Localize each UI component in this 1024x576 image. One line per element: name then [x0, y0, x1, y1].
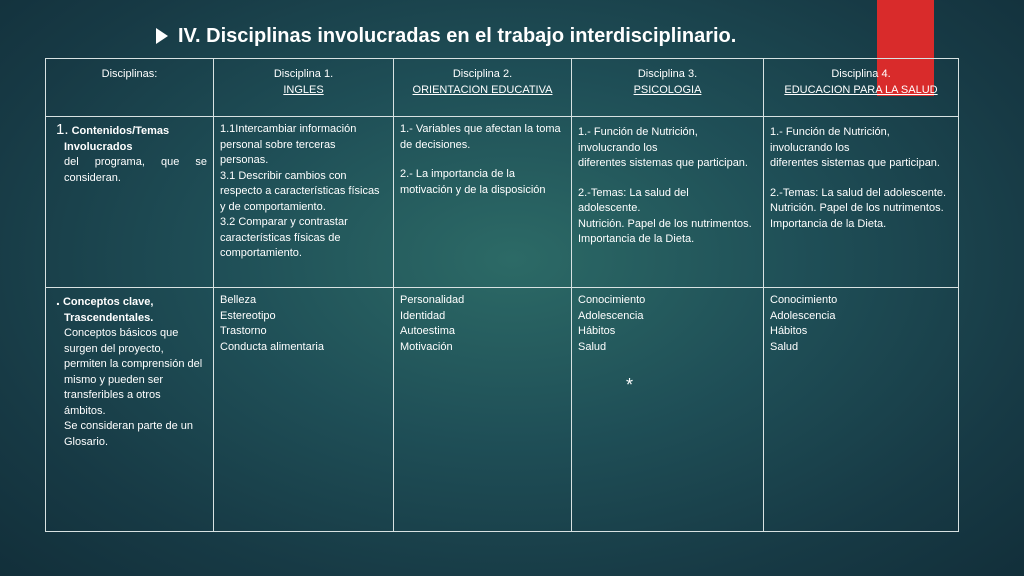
cell-text-line: Adolescencia: [770, 309, 836, 322]
cell-text-line: Motivación: [400, 340, 453, 353]
cell-orientacion-contenidos: [394, 117, 572, 288]
header-cell-disciplina-1: Disciplina 1. INGLES: [214, 59, 394, 117]
table-row-conceptos: [46, 288, 959, 532]
cell-text-line: Hábitos: [578, 325, 616, 337]
cell-text-line: Importancia de la Dieta.: [770, 217, 887, 230]
cell-text-line: surgen del proyecto,: [64, 342, 164, 355]
slide-title: IV. Disciplinas involucradas en el trabajo interdisciplinario.: [178, 25, 737, 47]
cell-text-line: Trastorno: [220, 325, 267, 337]
cell-text-line: involucrando los: [578, 141, 658, 154]
row-label-contenidos: 1. Contenidos/Temas Involucrados del programa, que se consideran.: [46, 117, 214, 288]
cell-text-line: ámbitos.: [64, 404, 106, 417]
cell-text-line: Nutrición. Papel de los nutrimentos.: [770, 202, 944, 214]
header-cell-disciplina-2: Disciplina 2. ORIENTACION EDUCATIVA: [394, 59, 572, 117]
cell-text-line: personal sobre terceras: [220, 138, 336, 151]
cell-text-line: y de comportamiento.: [220, 200, 326, 213]
cell-text-line: Adolescencia: [578, 309, 644, 322]
cell-text-line: Hábitos: [770, 325, 808, 337]
cell-salud-conceptos: [764, 288, 959, 532]
cell-text-line: 1.- Función de Nutrición,: [770, 126, 890, 138]
arrow-bullet-icon: [156, 28, 168, 44]
cell-text-line: Nutrición. Papel de los nutrimentos.: [578, 217, 752, 230]
cell-text-line: 3.2 Comparar y contrastar: [220, 216, 348, 228]
cell-salud-contenidos: [764, 117, 959, 288]
cell-text-line: Conceptos básicos que: [64, 327, 179, 339]
cell-psicologia-conceptos: [572, 288, 764, 532]
cell-text-line: 3.1 Describir cambios con: [220, 169, 347, 182]
header-cell-disciplina-4: Disciplina 4. EDUCACION PARA LA SALUD: [764, 59, 959, 117]
cell-text-line: Importancia de la Dieta.: [578, 233, 695, 245]
cell-text-line: Estereotipo: [220, 309, 276, 322]
cell-text-line: involucrando los: [770, 141, 850, 154]
cell-text-line: 1.- Variables que afectan la toma: [400, 123, 561, 135]
cell-text-line: adolescente.: [578, 202, 641, 214]
cell-text-line: Conducta alimentaria: [220, 340, 324, 353]
cell-orientacion-conceptos: [394, 288, 572, 532]
cell-text-line: Glosario.: [64, 435, 109, 448]
cell-text-line: respecto a características físicas: [220, 185, 380, 197]
cell-text-line: Autoestima: [400, 325, 456, 337]
cell-text-line: comportamiento.: [220, 247, 302, 259]
cell-text-line: permiten la comprensión del: [64, 358, 203, 370]
cell-text-line: de decisiones.: [400, 138, 471, 151]
cell-text-line: Personalidad: [400, 294, 465, 306]
asterisk-mark: *: [626, 375, 634, 395]
disciplines-table: [45, 58, 959, 532]
cell-text-line: 2.- La importancia de la: [400, 168, 515, 180]
cell-psicologia-contenidos: [572, 117, 764, 288]
cell-text-line: 2.-Temas: La salud del: [578, 186, 689, 199]
table-header-row: [46, 59, 959, 117]
cell-text-line: Identidad: [400, 309, 446, 322]
cell-text-line: personas.: [220, 154, 269, 166]
cell-text-line: diferentes sistemas que participan.: [770, 157, 940, 169]
cell-ingles-contenidos: [214, 117, 394, 288]
cell-text-line: Se consideran parte de un: [64, 420, 194, 432]
cell-text-line: mismo y pueden ser: [64, 373, 164, 386]
cell-text-line: motivación y de la disposición: [400, 183, 546, 196]
row-label-conceptos: . Conceptos clave, Trascendentales. Conceptos básicos que surgen del proyecto, permiten la comprensión del mismo y pueden ser transferibles a otros ámbitos. Se consideran parte de un Glosario.: [46, 288, 214, 532]
cell-text-line: diferentes sistemas que participan.: [578, 157, 748, 169]
cell-text-line: 1.- Función de Nutrición,: [578, 126, 698, 138]
table-row-contenidos: [46, 117, 959, 288]
cell-ingles-conceptos: [214, 288, 394, 532]
cell-text-line: Conocimiento: [578, 294, 646, 306]
cell-text-line: Salud: [770, 340, 799, 353]
cell-text-line: transferibles a otros: [64, 389, 161, 401]
header-cell-disciplina-3: Disciplina 3. PSICOLOGIA: [572, 59, 764, 117]
cell-text-line: 2.-Temas: La salud del adolescente.: [770, 186, 947, 199]
cell-text-line: Salud: [578, 340, 607, 353]
cell-text-line: 1.1Intercambiar información: [220, 123, 357, 135]
cell-text-line: Conocimiento: [770, 294, 838, 306]
cell-text-line: Belleza: [220, 294, 257, 306]
cell-text-line: características físicas de: [220, 231, 341, 244]
header-cell-disciplinas: Disciplinas:: [46, 59, 214, 117]
